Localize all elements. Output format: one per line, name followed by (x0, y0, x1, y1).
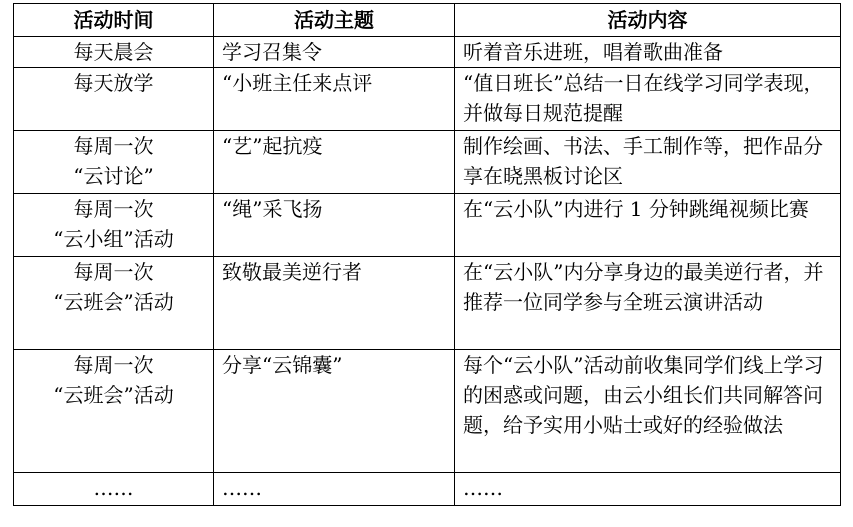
cell-theme: …… (214, 473, 455, 506)
cell-theme: 学习召集令 (214, 37, 455, 68)
cell-content: 每个“云小队”活动前收集同学们线上学习的困惑或问题，由云小组长们共同解答问题，给予实用小贴士或好的经验做法 (455, 350, 841, 473)
cell-theme: 分享“云锦囊” (214, 350, 455, 473)
cell-content: 在“云小队”内进行 1 分钟跳绳视频比赛 (455, 194, 841, 257)
cell-time: 每周一次 “云讨论” (14, 131, 214, 194)
table-row (14, 350, 841, 473)
cell-theme: 致敬最美逆行者 (214, 257, 455, 350)
cell-content: …… (455, 473, 841, 506)
cell-theme: “绳”采飞扬 (214, 194, 455, 257)
cell-time: …… (14, 473, 214, 506)
cell-content: 在“云小队”内分享身边的最美逆行者，并推荐一位同学参与全班云演讲活动 (455, 257, 841, 350)
cell-theme: “小班主任来点评 (214, 68, 455, 131)
table-row (14, 37, 841, 68)
table-row (14, 194, 841, 257)
cell-time: 每周一次 “云小组”活动 (14, 194, 214, 257)
header-activity-time: 活动时间 (14, 4, 214, 37)
table-header-row (14, 4, 841, 37)
table-row (14, 131, 841, 194)
table-row (14, 473, 841, 506)
cell-time: 每天晨会 (14, 37, 214, 68)
cell-content: 听着音乐进班，唱着歌曲准备 (455, 37, 841, 68)
header-activity-content: 活动内容 (455, 4, 841, 37)
cell-theme: “艺”起抗疫 (214, 131, 455, 194)
cell-content: 制作绘画、书法、手工制作等，把作品分享在晓黑板讨论区 (455, 131, 841, 194)
header-activity-theme: 活动主题 (214, 4, 455, 37)
cell-time: 每天放学 (14, 68, 214, 131)
cell-time: 每周一次 “云班会”活动 (14, 350, 214, 473)
activity-table (13, 3, 841, 506)
cell-time: 每周一次 “云班会”活动 (14, 257, 214, 350)
table-row (14, 257, 841, 350)
table-row (14, 68, 841, 131)
cell-content: “值日班长”总结一日在线学习同学表现，并做每日规范提醒 (455, 68, 841, 131)
